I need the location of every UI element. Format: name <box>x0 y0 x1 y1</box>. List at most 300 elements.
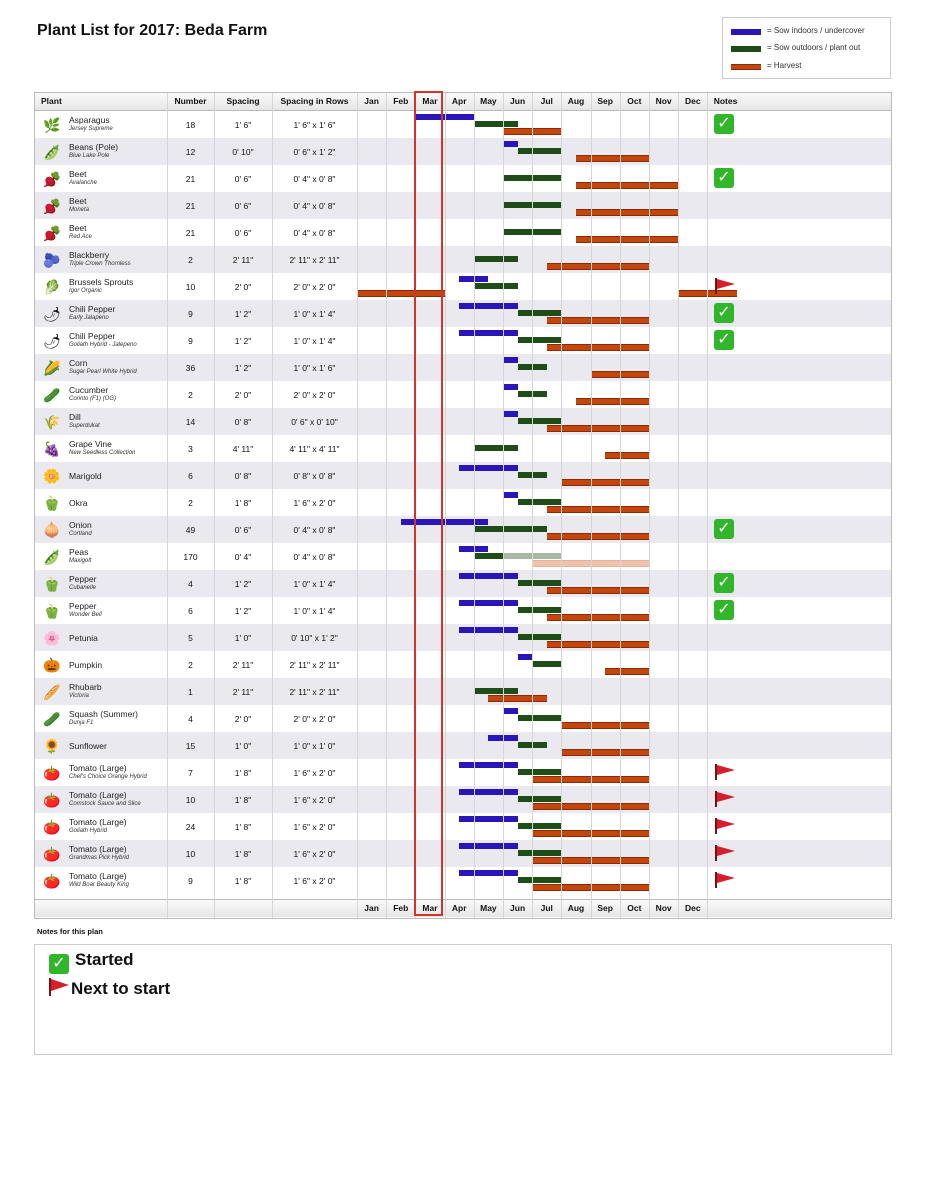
header-month-jun[interactable]: Jun <box>510 903 526 913</box>
plant-variety: Early Jalapeno <box>69 315 109 321</box>
bar-sow-indoors <box>459 816 517 822</box>
plant-name: Peas <box>69 547 89 557</box>
plant-number: 9 <box>188 876 193 886</box>
plant-spacing: 1' 2" <box>234 336 252 346</box>
plant-variety: Cubanelle <box>69 585 97 591</box>
table-row[interactable] <box>35 489 891 516</box>
plant-row-spacing: 0' 4" x 0' 8" <box>293 525 336 535</box>
header-month-sep[interactable]: Sep <box>597 96 613 106</box>
check-icon[interactable]: ✓ <box>714 303 734 323</box>
plant-row-spacing: 1' 6" x 2' 0" <box>293 876 336 886</box>
plant-row-spacing: 1' 0" x 1' 0" <box>293 741 336 751</box>
plant-number: 12 <box>185 147 196 157</box>
bar-sow-outdoors <box>474 553 503 559</box>
legend-label-outdoors: = Sow outdoors / plant out <box>767 43 861 52</box>
bar-sow-outdoors <box>474 688 518 694</box>
bar-harvest <box>576 398 649 405</box>
check-icon[interactable]: ✓ <box>714 573 734 593</box>
plant-variety: Chef's Choice Orange Hybrid <box>69 774 147 780</box>
rhubarb-icon: 🥖 <box>43 684 61 700</box>
plant-name: Chili Pepper <box>69 304 116 314</box>
plant-spacing: 1' 8" <box>234 768 252 778</box>
bar-sow-outdoors <box>474 256 518 262</box>
table-row[interactable] <box>35 219 891 246</box>
header-spacing-rows[interactable]: Spacing in Rows <box>280 96 349 106</box>
plant-name: Chili Pepper <box>69 331 116 341</box>
plant-variety: Dunja F1 <box>69 720 94 726</box>
check-icon[interactable]: ✓ <box>714 168 734 188</box>
plant-variety: Red Ace <box>69 234 92 240</box>
plant-number: 10 <box>185 795 196 805</box>
legend-swatch-harvest <box>731 64 761 70</box>
plant-name: Dill <box>69 412 81 422</box>
note-started-text: Started <box>75 950 134 969</box>
grid-line <box>620 93 621 918</box>
plant-spacing: 0' 8" <box>234 417 252 427</box>
flag-icon[interactable] <box>714 763 736 781</box>
plant-number: 6 <box>188 471 193 481</box>
bar-sow-indoors <box>503 411 518 417</box>
plant-row-spacing: 1' 0" x 1' 4" <box>293 606 336 616</box>
table-row[interactable] <box>35 624 891 651</box>
bar-harvest <box>605 668 649 675</box>
plant-row-spacing: 2' 11" x 2' 11" <box>289 660 340 670</box>
plant-row-spacing: 2' 11" x 2' 11" <box>289 687 340 697</box>
flag-icon <box>47 977 71 997</box>
plant-number: 24 <box>185 822 196 832</box>
plant-name: Pepper <box>69 574 97 584</box>
header-month-mar[interactable]: Mar <box>422 96 438 106</box>
plant-name: Rhubarb <box>69 682 102 692</box>
header-spacing[interactable]: Spacing <box>226 96 260 106</box>
plant-row-spacing: 0' 4" x 0' 8" <box>293 174 336 184</box>
header-month-may[interactable]: May <box>480 903 497 913</box>
bar-sow-indoors <box>459 627 517 633</box>
plant-spacing: 1' 8" <box>234 822 252 832</box>
header-month-sep[interactable]: Sep <box>597 903 613 913</box>
bar-harvest <box>561 722 649 729</box>
plant-name: Tomato (Large) <box>69 790 127 800</box>
table-footer <box>35 899 891 917</box>
header-month-jul[interactable]: Jul <box>540 903 553 913</box>
legend-label-harvest: = Harvest <box>767 61 802 70</box>
grid-line <box>272 93 273 918</box>
bar-sow-outdoors <box>518 607 562 613</box>
plant-number: 5 <box>188 633 193 643</box>
grid-line <box>503 93 504 918</box>
table-row[interactable] <box>35 165 891 192</box>
check-icon: ✓ <box>49 954 69 974</box>
legend-swatch-sow <box>731 29 761 35</box>
header-month-feb[interactable]: Feb <box>393 96 409 106</box>
grid-line <box>561 93 562 918</box>
plant-variety: Moneta <box>69 207 90 213</box>
table-row[interactable] <box>35 381 891 408</box>
plant-variety: Wild Boar Beauty King <box>69 882 129 888</box>
plant-name: Pumpkin <box>69 660 103 670</box>
plant-spacing: 1' 2" <box>234 579 252 589</box>
legend <box>722 17 891 79</box>
plant-number: 2 <box>188 498 193 508</box>
table-row[interactable] <box>35 678 891 705</box>
bar-sow-outdoors <box>518 418 562 424</box>
check-icon[interactable]: ✓ <box>714 600 734 620</box>
tomato-icon: 🍅 <box>43 792 61 808</box>
header-month-dec[interactable]: Dec <box>684 96 701 106</box>
tomato-icon: 🍅 <box>43 819 61 835</box>
bar-sow-indoors <box>459 330 517 336</box>
beet-icon: 🫜 <box>43 225 61 241</box>
plant-variety: Avalanche <box>69 180 97 186</box>
pepper-icon: 🫑 <box>43 603 61 619</box>
plant-row-spacing: 1' 6" x 2' 0" <box>293 498 336 508</box>
beet-icon: 🫜 <box>43 171 61 187</box>
plant-row-spacing: 0' 6" x 0' 10" <box>291 417 338 427</box>
plant-variety: Jersey Supreme <box>69 126 113 132</box>
plant-variety: Grandmas Pick Hybrid <box>69 855 130 861</box>
table-row[interactable] <box>35 705 891 732</box>
header-month-aug[interactable]: Aug <box>567 903 585 913</box>
plant-name: Pepper <box>69 601 97 611</box>
plant-row-spacing: 1' 6" x 2' 0" <box>293 849 336 859</box>
marigold-icon: 🌼 <box>43 468 61 484</box>
table-header <box>35 93 891 111</box>
plant-spacing: 0' 6" <box>234 228 252 238</box>
plant-row-spacing: 2' 0" x 2' 0" <box>293 714 336 724</box>
bar-sow-outdoors <box>518 823 562 829</box>
plant-number: 3 <box>188 444 193 454</box>
grid-line <box>167 93 168 918</box>
plant-row-spacing: 2' 0" x 2' 0" <box>293 282 336 292</box>
plant-name: Tomato (Large) <box>69 763 127 773</box>
bar-sow-indoors <box>459 303 517 309</box>
plant-variety: Superdukat <box>69 423 100 429</box>
bar-sow-outdoors <box>518 580 562 586</box>
plant-spacing: 1' 0" <box>234 633 252 643</box>
table-row[interactable] <box>35 111 891 138</box>
bar-harvest <box>561 749 649 756</box>
plant-name: Brussels Sprouts <box>69 277 134 287</box>
bar-sow-indoors <box>503 492 518 498</box>
plant-row-spacing: 0' 6" x 1' 2" <box>293 147 336 157</box>
plant-row-spacing: 0' 10" x 1' 2" <box>291 633 338 643</box>
table-row[interactable] <box>35 516 891 543</box>
table-row[interactable] <box>35 192 891 219</box>
grid-line <box>445 93 446 918</box>
plant-name: Asparagus <box>69 115 110 125</box>
plant-row-spacing: 2' 11" x 2' 11" <box>289 255 340 265</box>
plant-row-spacing: 1' 6" x 2' 0" <box>293 822 336 832</box>
flag-icon[interactable] <box>714 817 736 835</box>
bar-sow-outdoors <box>518 148 562 154</box>
header-month-oct[interactable]: Oct <box>627 903 642 913</box>
table-row[interactable] <box>35 786 891 813</box>
plant-spacing: 1' 8" <box>234 795 252 805</box>
grid-line <box>357 93 358 918</box>
header-month-may[interactable]: May <box>480 96 497 106</box>
plant-number: 2 <box>188 255 193 265</box>
header-month-apr[interactable]: Apr <box>451 903 467 913</box>
plant-number: 6 <box>188 606 193 616</box>
plant-name: Blackberry <box>69 250 110 260</box>
note-next <box>47 977 170 999</box>
plant-number: 21 <box>185 174 196 184</box>
table-row[interactable] <box>35 732 891 759</box>
plant-spacing: 1' 8" <box>234 498 252 508</box>
plant-number: 14 <box>185 417 196 427</box>
plant-spacing: 0' 6" <box>234 174 252 184</box>
header-month-dec[interactable]: Dec <box>684 903 701 913</box>
bar-sow-indoors <box>459 762 517 768</box>
check-icon[interactable]: ✓ <box>714 519 734 539</box>
plant-spacing: 1' 2" <box>234 309 252 319</box>
bar-sow-indoors <box>459 870 517 876</box>
tomato-icon: 🍅 <box>43 765 61 781</box>
corn-icon: 🌽 <box>43 360 61 376</box>
plant-spacing: 0' 10" <box>232 147 254 157</box>
grid-line <box>532 93 533 918</box>
current-month-highlight <box>414 91 443 916</box>
plant-name: Sunflower <box>69 741 107 751</box>
plant-name: Grape Vine <box>69 439 112 449</box>
flag-icon[interactable] <box>714 277 736 295</box>
bar-sow-indoors <box>503 141 518 147</box>
plant-row-spacing: 1' 0" x 1' 4" <box>293 309 336 319</box>
plant-variety: New Seedless Collection <box>69 450 136 456</box>
table-row[interactable] <box>35 327 891 354</box>
pumpkin-icon: 🎃 <box>43 657 61 673</box>
grid-line <box>386 93 387 918</box>
header-month-jan[interactable]: Jan <box>364 903 379 913</box>
dill-icon: 🌾 <box>43 414 61 430</box>
okra-icon: 🫑 <box>43 495 61 511</box>
plant-name: Corn <box>69 358 88 368</box>
plant-variety: Victoria <box>69 693 89 699</box>
tomato-icon: 🍅 <box>43 873 61 889</box>
plant-number: 15 <box>185 741 196 751</box>
plant-row-spacing: 1' 0" x 1' 4" <box>293 579 336 589</box>
legend-label-sow: = Sow indoors / undercover <box>767 26 865 35</box>
header-month-nov[interactable]: Nov <box>655 903 672 913</box>
chili-pepper-icon: 🌶 <box>43 306 61 322</box>
plant-spacing: 2' 0" <box>234 714 252 724</box>
bar-harvest <box>488 695 546 702</box>
asparagus-icon: 🌿 <box>43 117 61 133</box>
bar-sow-indoors <box>459 465 517 471</box>
note-started <box>49 950 134 974</box>
plant-spacing: 1' 2" <box>234 363 252 373</box>
bar-sow-indoors <box>459 600 517 606</box>
plant-number: 1 <box>188 687 193 697</box>
header-month-feb[interactable]: Feb <box>393 903 409 913</box>
header-month-nov[interactable]: Nov <box>655 96 672 106</box>
table-row[interactable] <box>35 138 891 165</box>
plant-row-spacing: 0' 4" x 0' 8" <box>293 228 336 238</box>
plant-spacing: 2' 0" <box>234 282 252 292</box>
plant-number: 10 <box>185 849 196 859</box>
header-plant[interactable]: Plant <box>41 96 62 106</box>
flag-icon[interactable] <box>714 790 736 808</box>
header-month-jun[interactable]: Jun <box>510 96 526 106</box>
table-row[interactable] <box>35 246 891 273</box>
flag-icon[interactable] <box>714 844 736 862</box>
bar-sow-indoors <box>459 843 517 849</box>
chili-pepper-icon: 🌶 <box>43 333 61 349</box>
plant-name: Beet <box>69 169 87 179</box>
plant-number: 49 <box>185 525 196 535</box>
plant-variety: Corinto (F1) (OG) <box>69 396 117 402</box>
flag-icon[interactable] <box>714 871 736 889</box>
bar-sow-indoors <box>459 573 517 579</box>
plant-spacing: 2' 0" <box>234 390 252 400</box>
check-icon[interactable]: ✓ <box>714 330 734 350</box>
petunia-icon: 🌸 <box>43 630 61 646</box>
bar-sow-indoors <box>503 708 518 714</box>
plant-number: 9 <box>188 309 193 319</box>
header-month-mar[interactable]: Mar <box>422 903 438 913</box>
header-number[interactable]: Number <box>174 96 207 106</box>
plant-number: 2 <box>188 390 193 400</box>
plant-row-spacing: 4' 11" x 4' 11" <box>289 444 340 454</box>
plant-number: 9 <box>188 336 193 346</box>
table-row[interactable] <box>35 867 891 894</box>
notes-box[interactable] <box>34 944 892 1055</box>
header-month-jul[interactable]: Jul <box>540 96 553 106</box>
plant-row-spacing: 1' 0" x 1' 4" <box>293 336 336 346</box>
table-row[interactable] <box>35 543 891 570</box>
plant-variety: Goliath Hybrid - Jalepeno <box>69 342 137 348</box>
plant-variety: Blue Lake Pole <box>69 153 110 159</box>
plant-number: 21 <box>185 228 196 238</box>
plant-name: Beet <box>69 196 87 206</box>
plant-spacing: 2' 11" <box>232 687 254 697</box>
plant-number: 18 <box>185 120 196 130</box>
plant-number: 4 <box>188 714 193 724</box>
onion-icon: 🧅 <box>43 522 61 538</box>
plant-row-spacing: 0' 4" x 0' 8" <box>293 201 336 211</box>
plant-spacing: 2' 11" <box>232 255 254 265</box>
bar-sow-outdoors <box>518 634 562 640</box>
table-row[interactable] <box>35 435 891 462</box>
grid-line <box>707 93 708 918</box>
bar-sow-indoors <box>459 789 517 795</box>
plant-name: Petunia <box>69 633 98 643</box>
plant-name: Onion <box>69 520 92 530</box>
table-row[interactable] <box>35 300 891 327</box>
bar-sow-outdoors <box>518 310 562 316</box>
plant-table <box>34 92 892 919</box>
grid-line <box>474 93 475 918</box>
plant-variety: Sugar Pearl White Hybrid <box>69 369 137 375</box>
header-month-jan[interactable]: Jan <box>364 96 379 106</box>
table-row[interactable] <box>35 570 891 597</box>
sunflower-icon: 🌻 <box>43 738 61 754</box>
cucumber-icon: 🥒 <box>43 387 61 403</box>
tomato-icon: 🍅 <box>43 846 61 862</box>
grid-line <box>649 93 650 918</box>
header-month-aug[interactable]: Aug <box>567 96 585 106</box>
table-row[interactable] <box>35 273 891 300</box>
plant-spacing: 1' 6" <box>234 120 252 130</box>
bar-harvest <box>605 452 649 459</box>
bar-sow-outdoors <box>518 769 562 775</box>
header-month-oct[interactable]: Oct <box>627 96 642 106</box>
plant-spacing: 1' 2" <box>234 606 252 616</box>
bar-sow-outdoors <box>532 661 561 667</box>
plant-name: Tomato (Large) <box>69 871 127 881</box>
plant-spacing: 4' 11" <box>232 444 254 454</box>
plant-name: Beet <box>69 223 87 233</box>
plant-spacing: 1' 0" <box>234 741 252 751</box>
note-next-text: Next to start <box>71 979 171 998</box>
table-row[interactable] <box>35 840 891 867</box>
plant-name: Squash (Summer) <box>69 709 138 719</box>
plant-number: 36 <box>185 363 196 373</box>
plant-row-spacing: 0' 4" x 0' 8" <box>293 552 336 562</box>
table-row[interactable] <box>35 651 891 678</box>
blackberry-icon: 🫐 <box>43 252 61 268</box>
plant-name: Marigold <box>69 471 102 481</box>
plant-row-spacing: 1' 6" x 2' 0" <box>293 795 336 805</box>
bar-sow-outdoors <box>518 850 562 856</box>
bar-harvest <box>576 155 649 162</box>
brussels-sprouts-icon: 🥬 <box>43 279 61 295</box>
header-month-apr[interactable]: Apr <box>451 96 467 106</box>
bar-sow-indoors <box>503 357 518 363</box>
table-row[interactable] <box>35 462 891 489</box>
plant-row-spacing: 0' 8" x 0' 8" <box>293 471 336 481</box>
plant-spacing: 0' 8" <box>234 471 252 481</box>
table-row[interactable] <box>35 597 891 624</box>
beet-icon: 🫜 <box>43 198 61 214</box>
plant-number: 7 <box>188 768 193 778</box>
bar-sow-outdoors <box>474 121 518 127</box>
table-row[interactable] <box>35 354 891 381</box>
plant-variety: Cortland <box>69 531 92 537</box>
table-row[interactable] <box>35 759 891 786</box>
bar-sow-outdoors <box>518 796 562 802</box>
plant-variety: Goliath Hybrid <box>69 828 108 834</box>
bar-sow-outdoors <box>474 283 518 289</box>
table-row[interactable] <box>35 408 891 435</box>
bar-sow-outdoors <box>474 526 547 532</box>
grape-icon: 🍇 <box>43 441 61 457</box>
plant-number: 4 <box>188 579 193 589</box>
grid-line <box>214 93 215 918</box>
bar-sow-outdoors <box>518 499 562 505</box>
plant-spacing: 0' 6" <box>234 201 252 211</box>
header-notes[interactable]: Notes <box>713 96 738 106</box>
plant-number: 21 <box>185 201 196 211</box>
plant-number: 10 <box>185 282 196 292</box>
page-title: Plant List for 2017: Beda Farm <box>37 22 268 39</box>
plant-name: Beans (Pole) <box>69 142 119 152</box>
bar-sow-indoors <box>518 654 533 660</box>
check-icon[interactable]: ✓ <box>714 114 734 134</box>
table-row[interactable] <box>35 813 891 840</box>
plant-spacing: 2' 11" <box>232 660 254 670</box>
plant-spacing: 1' 8" <box>234 876 252 886</box>
plant-row-spacing: 1' 6" x 1' 6" <box>293 120 336 130</box>
plant-spacing: 1' 8" <box>234 849 252 859</box>
plant-name: Okra <box>69 498 88 508</box>
plant-name: Tomato (Large) <box>69 817 127 827</box>
plant-row-spacing: 2' 0" x 2' 0" <box>293 390 336 400</box>
bar-sow-outdoors <box>518 877 562 883</box>
plant-number: 2 <box>188 660 193 670</box>
plant-variety: Triple Crown Thornless <box>69 261 131 267</box>
bar-harvest <box>561 479 649 486</box>
